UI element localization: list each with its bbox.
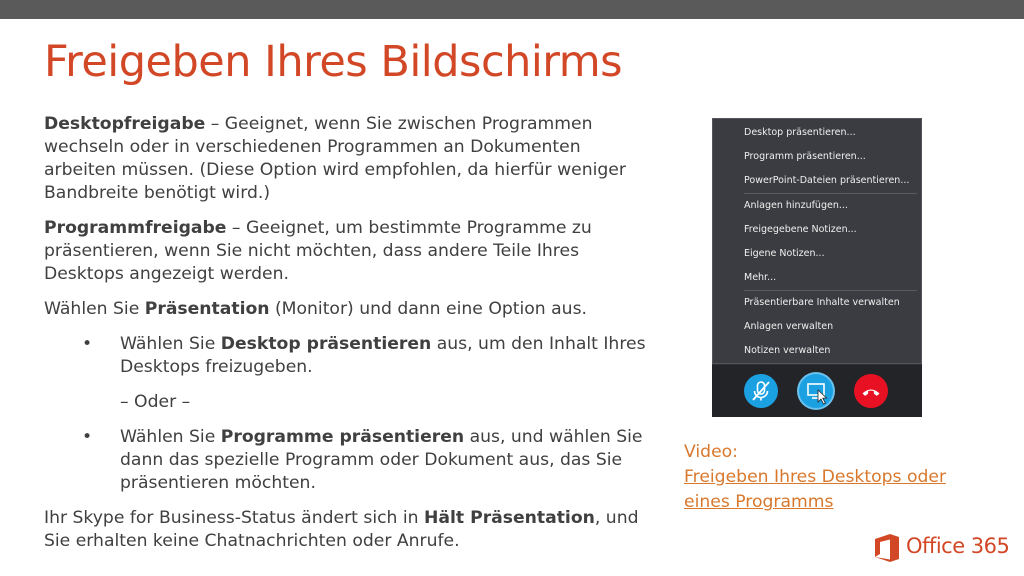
slide-body xyxy=(44,113,656,565)
video-link-line1[interactable]: Freigeben Ihres Desktops oder xyxy=(684,467,947,487)
video-link-line2[interactable]: eines Programms xyxy=(684,492,834,512)
video-label: Video: xyxy=(684,442,738,462)
bullet2-prefix: Wählen Sie xyxy=(120,427,221,447)
status-suffix: , und Sie erhalten keine Chatnachrichten oder Anrufe. xyxy=(44,508,639,551)
status-term: Hält Präsentation xyxy=(424,508,595,528)
bullet1-term: Desktop präsentieren xyxy=(220,334,432,354)
menu-item-add-attachments[interactable]: Anlagen hinzufügen... xyxy=(744,200,848,211)
menu-item-shared-notes[interactable]: Freigegebene Notizen... xyxy=(744,224,857,235)
present-menu xyxy=(712,118,922,364)
menu-item-my-notes[interactable]: Eigene Notizen... xyxy=(744,248,825,259)
bullet1-prefix: Wählen Sie xyxy=(120,334,221,354)
menu-item-manage-notes[interactable]: Notizen verwalten xyxy=(744,345,831,356)
bullet-present-desktop xyxy=(44,333,656,379)
mic-muted-icon xyxy=(744,374,778,408)
bullet1-suffix: aus, um den Inhalt Ihres Desktops freizugeben. xyxy=(120,334,646,377)
program-sharing-term: Programmfreigabe xyxy=(44,218,227,238)
present-menu-screenshot xyxy=(712,118,922,417)
video-reference xyxy=(684,440,1004,515)
program-sharing-description: – Geeignet, um bestimmte Programme zu präsentieren, wenn Sie nicht möchten, dass andere Teile Ihres Desktops angezeigt werden. xyxy=(44,218,592,284)
bullet2-suffix: aus, und wählen Sie dann das spezielle Programm oder Dokument aus, das Sie präsentieren möchten. xyxy=(120,427,643,493)
menu-item-present-powerpoint[interactable]: PowerPoint-Dateien präsentieren... xyxy=(744,175,910,186)
hang-up-button[interactable] xyxy=(854,374,888,408)
slide-title: Freigeben Ihres Bildschirms xyxy=(44,37,623,87)
choose-suffix: (Monitor) und dann eine Option aus. xyxy=(269,299,587,319)
status-paragraph xyxy=(44,507,656,553)
or-separator: – Oder – xyxy=(120,392,191,412)
menu-item-manage-attachments[interactable]: Anlagen verwalten xyxy=(744,321,834,332)
logo-text: Office 365 xyxy=(906,534,1010,558)
choose-presentation-term: Präsentation xyxy=(144,299,270,319)
menu-item-more[interactable]: Mehr... xyxy=(744,272,777,283)
menu-item-present-desktop[interactable]: Desktop präsentieren... xyxy=(744,127,856,138)
program-sharing-paragraph xyxy=(44,217,656,286)
present-screen-icon xyxy=(799,374,833,408)
top-bar xyxy=(0,0,1024,19)
desktop-sharing-description: – Geeignet, wenn Sie zwischen Programmen wechseln oder in verschiedenen Programmen an Dokumenten arbeiten müssen. (Diese Option wird empfohlen, da hierfür weniger Bandbreite benötigt wird.) xyxy=(44,114,626,203)
mute-button[interactable] xyxy=(744,374,778,408)
call-controls-bar xyxy=(712,365,922,417)
menu-item-present-program[interactable]: Programm präsentieren... xyxy=(744,151,866,162)
bullet-dot: • xyxy=(82,427,93,447)
hang-up-icon xyxy=(854,374,888,408)
present-button[interactable] xyxy=(799,374,833,408)
choose-option-paragraph xyxy=(44,298,656,321)
menu-item-manage-content[interactable]: Präsentierbare Inhalte verwalten xyxy=(744,297,900,308)
desktop-sharing-term: Desktopfreigabe xyxy=(44,114,206,134)
bullet2-term: Programme präsentieren xyxy=(220,427,465,447)
bullet-present-programs xyxy=(44,426,656,495)
bullet-dot: • xyxy=(82,334,93,354)
office-logo-icon xyxy=(873,533,901,563)
choose-prefix: Wählen Sie xyxy=(44,299,145,319)
desktop-sharing-paragraph xyxy=(44,113,656,205)
status-prefix: Ihr Skype for Business-Status ändert sich in xyxy=(44,508,425,528)
